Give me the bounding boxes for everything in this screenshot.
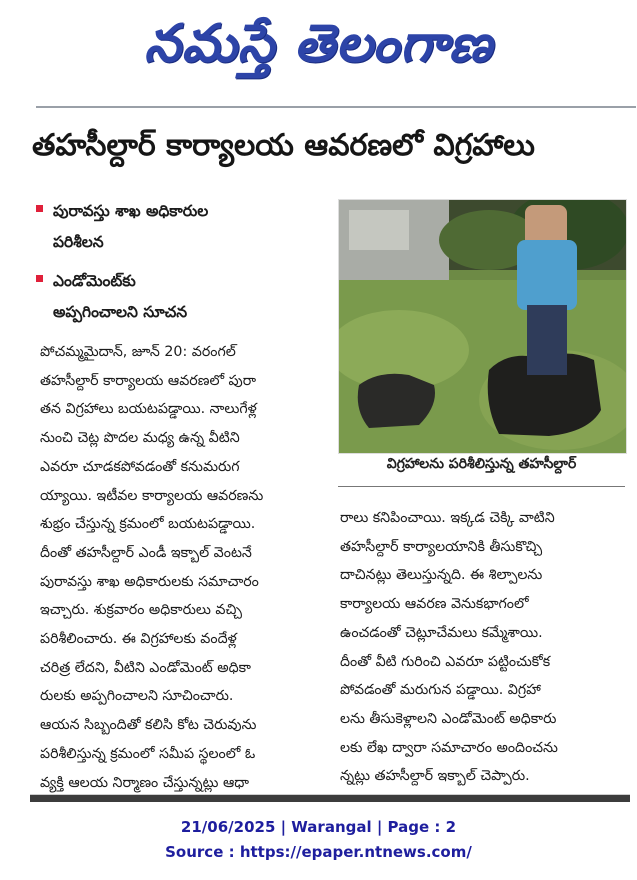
- article-line: దాచినట్లు తెలుస్తున్నది. ఈ శిల్పాలను: [340, 567, 543, 584]
- article-line: దీంతో వీటి గురించి ఎవరూ పట్టించుకోక: [340, 653, 551, 670]
- bullet-square-icon: [36, 275, 43, 282]
- photo-caption: విగ్రహాలను పరిశీలిస్తున్న తహసీల్దార్: [386, 456, 577, 472]
- article-photo: [338, 199, 627, 454]
- source-link[interactable]: Source : https://epaper.ntnews.com/: [165, 843, 472, 861]
- article-line: పరిశీలిస్తున్న క్రమంలో సమీప స్థలంలో ఓ: [40, 745, 256, 762]
- article-line: వ్యక్తి ఆలయ నిర్మాణం చేస్తున్నట్లు ఆధా: [40, 774, 250, 791]
- article-line: నుంచి చెట్ల పొదల మధ్య ఉన్న వీటిని: [40, 430, 240, 447]
- article-line: పురావస్తు శాఖ అధికారులకు సమాచారం: [40, 573, 259, 590]
- article-line: పోవడంతో మరుగున పడ్డాయి. విగ్రహా: [340, 682, 541, 699]
- article-line: చరిత్ర లేదని, వీటిని ఎండోమెంట్ అధికా: [40, 659, 251, 676]
- article-line: పోచమ్మమైదాన్, జూన్ 20: వరంగల్: [40, 344, 236, 360]
- article-line: ఉంచడంతో చెట్లూచేమలు కమ్మేశాయి.: [340, 624, 543, 641]
- article-line: ఎవరూ చూడకపోవడంతో కనుమరుగ: [40, 458, 240, 475]
- article-line: ఇచ్చారు. శుక్రవారం అధికారులు వచ్చి: [40, 602, 243, 619]
- bullet-square-icon: [36, 205, 43, 212]
- masthead: [0, 0, 637, 100]
- article-line: రులకు అప్పగించాలని సూచించారు.: [40, 688, 234, 705]
- article-line: లకు లేఖ ద్వారా సమాచారం అందించను: [340, 739, 558, 756]
- caption-divider: [338, 486, 625, 487]
- article-body-left-column: [40, 338, 330, 797]
- newspaper-logo: నమస్తే తెలంగాణ: [144, 13, 493, 74]
- bullet-item: [36, 196, 326, 258]
- article-line: తహసీల్దార్ కార్యాలయానికి తీసుకొచ్చి: [340, 538, 543, 555]
- article-body-right-column: [340, 504, 625, 791]
- bullet-text: ఎండోమెంట్‌కు అప్పగించాలని సూచన: [53, 272, 188, 321]
- highlight-bullets: [36, 196, 326, 336]
- clipping-footer: [0, 815, 637, 865]
- article-line: తహసీల్దార్ కార్యాలయ ఆవరణలో పురా: [40, 372, 256, 389]
- article-line: దీంతో తహసీల్దార్ ఎండీ ఇక్బాల్ వెంటనే: [40, 544, 252, 561]
- article-line: ఆయన సిబ్బందితో కలిసి కోట చెరువును: [40, 717, 257, 734]
- article-line: శుభ్రం చేస్తున్న క్రమంలో బయటపడ్డాయి.: [40, 516, 256, 533]
- article-line: లను తీసుకెళ్లాలని ఎండోమెంట్ అధికారు: [340, 710, 557, 727]
- bullet-text: పురావస్తు శాఖ అధికారుల పరిశీలన: [53, 202, 209, 251]
- masthead-divider: [36, 106, 636, 108]
- bullet-item: [36, 266, 326, 328]
- article-line: న్నట్లు తహసీల్దార్ ఇక్బాల్ చెప్పారు.: [340, 768, 530, 785]
- article-line: కార్యాలయ ఆవరణ వెనుకభాగంలో: [340, 596, 529, 613]
- article-line: పరిశీలించారు. ఈ విగ్రహాలకు వందేళ్ల: [40, 631, 237, 648]
- article-line: రాలు కనిపించాయి. ఇక్కడ చెక్కి వాటిని: [340, 510, 555, 526]
- article-line: య్యాయి. ఇటీవల కార్యాలయ ఆవరణను: [40, 487, 264, 504]
- edition-info: 21/06/2025 | Warangal | Page : 2: [180, 818, 457, 836]
- article-headline: తహసీల్దార్ కార్యాలయ ఆవరణలో విగ్రహాలు: [32, 128, 535, 163]
- photo-illustration: [339, 200, 626, 453]
- article-line: తన విగ్రహాలు బయటపడ్డాయి. నాలుగేళ్ల: [40, 401, 257, 418]
